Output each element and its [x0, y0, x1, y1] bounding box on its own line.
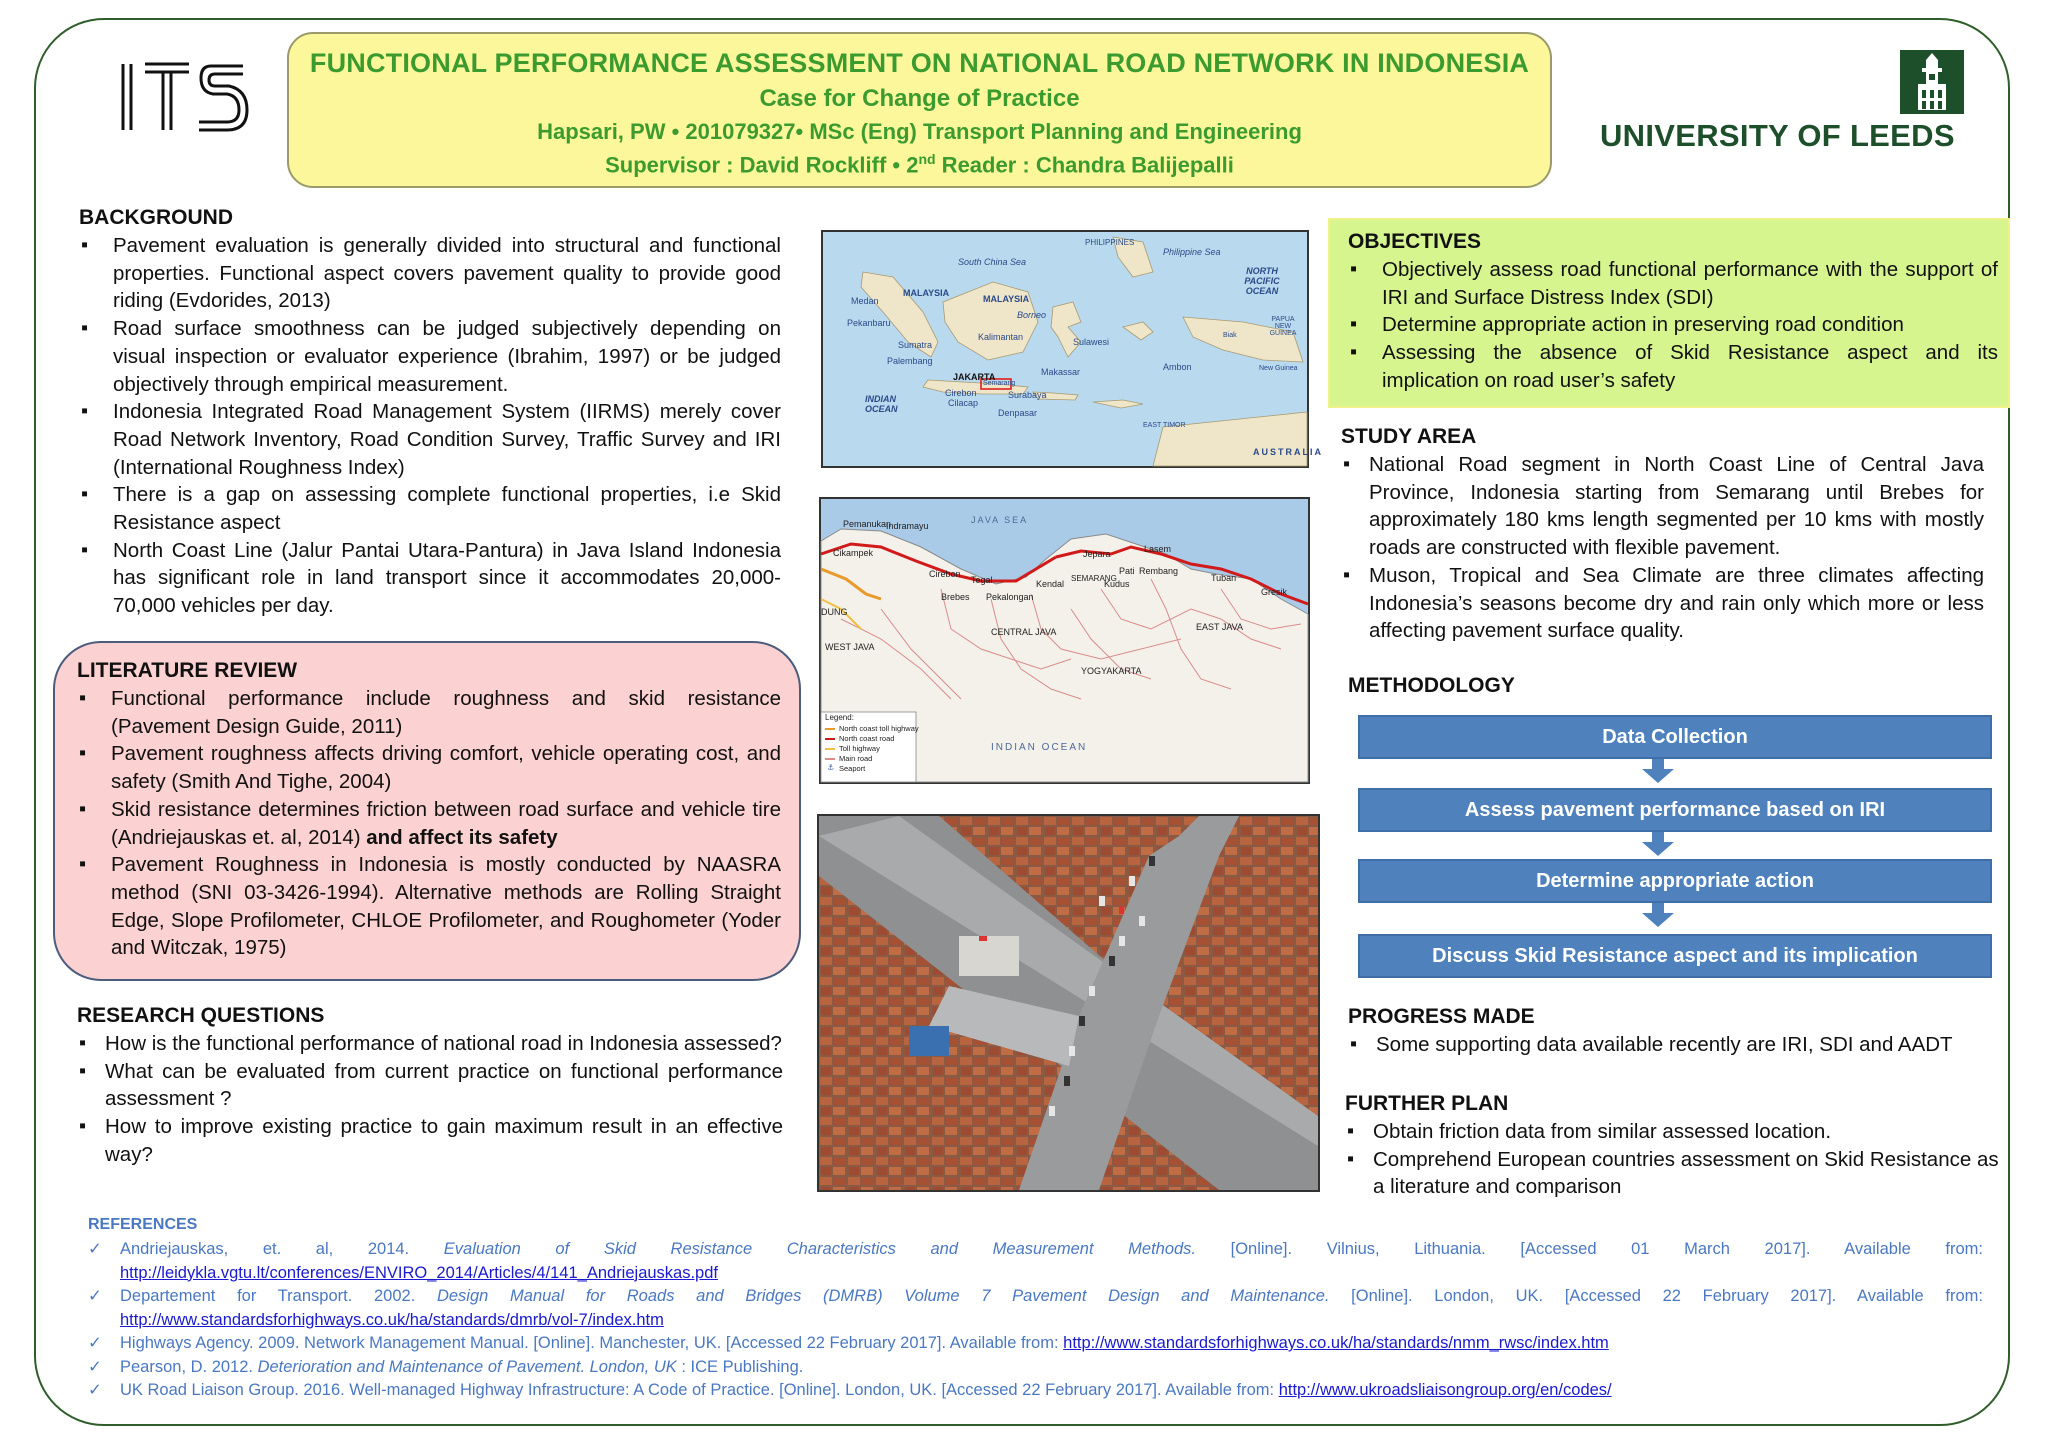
- flow-step-data-collection: Data Collection: [1358, 715, 1992, 759]
- map-label: MALAYSIA: [903, 288, 950, 298]
- map-label: AUSTRALIA: [1253, 447, 1323, 457]
- flow-step-skid: Discuss Skid Resistance aspect and its implication: [1358, 934, 1992, 978]
- map-label: WEST JAVA: [825, 642, 875, 652]
- map-label: INDIAN OCEAN: [865, 394, 898, 414]
- map-label: Pati: [1119, 566, 1135, 576]
- objectives-section: [1348, 230, 1998, 395]
- literature-review-section: [77, 659, 781, 962]
- list-item: ▪ National Road segment in North Coast Line of Central Java Province, Indonesia starting from Semarang until Brebes for approximately 180 kms length segmented per 10 kms with mostly roads are constructed with flexible pavement.: [1341, 451, 1984, 562]
- legend-item: North coast road: [839, 734, 895, 743]
- map-label: New Guinea: [1259, 365, 1298, 372]
- leeds-crest-icon: [1900, 50, 1964, 114]
- check-icon: ✓: [88, 1287, 102, 1305]
- map-label: EAST JAVA: [1196, 622, 1244, 632]
- map-label: Cikampek: [833, 548, 874, 558]
- list-item: ▪ Pavement evaluation is generally divided into structural and functional properties. Functional aspect covers pavement quality to provide good riding (Evdorides, 2013): [79, 232, 781, 315]
- legend-item: North coast toll highway: [839, 724, 919, 733]
- indonesia-map-drawing: [823, 232, 1307, 466]
- research-questions-section: [77, 1004, 783, 1169]
- methodology-section: [1348, 674, 1515, 700]
- list-item: ▪ Pavement roughness affects driving comfort, vehicle operating cost, and safety (Smith And Tighe, 2004): [77, 740, 781, 795]
- list-item: ▪ North Coast Line (Jalur Pantai Utara-Pantura) in Java Island Indonesia has significant role in land transport since it accommodates 20,000-70,000 vehicles per day.: [79, 537, 781, 620]
- list-item: ▪ How is the functional performance of national road in Indonesia assessed?: [77, 1030, 783, 1058]
- map-label: SEMARANG: [1071, 574, 1117, 583]
- map-label: YOGYAKARTA: [1081, 666, 1142, 676]
- title-banner: [287, 32, 1552, 188]
- map-label: Gresik: [1261, 587, 1288, 597]
- list-item: ▪ Functional performance include roughness and skid resistance (Pavement Design Guide, 2011): [77, 685, 781, 740]
- list-item: ▪ There is a gap on assessing complete functional properties, i.e Skid Resistance aspect: [79, 481, 781, 536]
- map-label: Brebes: [941, 592, 970, 602]
- poster-title: FUNCTIONAL PERFORMANCE ASSESSMENT ON NATIONAL ROAD NETWORK IN INDONESIA: [309, 48, 1530, 78]
- map-label: Semarang: [983, 380, 1016, 387]
- list-item: ▪ Muson, Tropical and Sea Climate are three climates affecting Indonesia’s seasons become dry and rain only which more or less affecting pavement surface quality.: [1341, 562, 1984, 645]
- background-section: [79, 206, 781, 620]
- reference-item: ✓ UK Road Liaison Group. 2016. Well-managed Highway Infrastructure: A Code of Practice. [Online]. London, UK. [Accessed 22 February 2017]. Available from: http://www.ukroadsliaisongroup.org/en/codes/: [88, 1379, 1983, 1403]
- map-label: Cilacap: [948, 398, 979, 408]
- indonesia-map: [821, 230, 1323, 468]
- map-label: Biak: [1223, 332, 1237, 339]
- list-item: ▪ Indonesia Integrated Road Management System (IIRMS) merely cover Road Network Inventory, Road Condition Survey, Traffic Survey and IRI (International Roughness Index): [79, 398, 781, 481]
- map-label: JAVA SEA: [971, 515, 1029, 525]
- map-label: Pekalongan: [986, 592, 1034, 602]
- list-item: ▪ What can be evaluated from current practice on functional performance assessment ?: [77, 1058, 783, 1113]
- anchor-icon: ⚓: [827, 763, 835, 772]
- map-label: Makassar: [1041, 367, 1081, 377]
- map-label: Philippine Sea: [1163, 247, 1221, 257]
- reference-link[interactable]: http://www.standardsforhighways.co.uk/ha/standards/nmm_rwsc/index.htm: [1063, 1334, 1609, 1352]
- map-label: DUNG: [821, 607, 848, 617]
- list-item: ▪ Objectively assess road functional performance with the support of IRI and Surface Distress Index (SDI): [1348, 256, 1998, 311]
- progress-section: [1348, 1005, 1988, 1059]
- research-questions-heading: RESEARCH QUESTIONS: [77, 1004, 325, 1027]
- list-item: ▪ Comprehend European countries assessment on Skid Resistance as a literature and comparison: [1345, 1146, 2005, 1201]
- supervisor-line: Supervisor : David Rockliff • 2nd Reader : Chandra Balijepalli: [605, 151, 1234, 178]
- legend-title: Legend:: [825, 713, 854, 722]
- map-label: Kalimantan: [978, 332, 1024, 342]
- list-item: ▪ How to improve existing practice to gain maximum result in an effective way?: [77, 1113, 783, 1168]
- check-icon: ✓: [88, 1240, 102, 1258]
- reference-link[interactable]: http://www.ukroadsliaisongroup.org/en/codes/: [1278, 1381, 1612, 1399]
- map-label: PHILIPPINES: [1085, 238, 1135, 247]
- map-label: JAKARTA: [953, 372, 996, 382]
- study-area-heading: STUDY AREA: [1341, 425, 1477, 448]
- map-label: Sumatra: [898, 340, 933, 350]
- map-label: EAST TIMOR: [1143, 422, 1186, 429]
- list-item: ▪ Assessing the absence of Skid Resistance aspect and its implication on road user’s safety: [1348, 339, 1998, 394]
- literature-heading: LITERATURE REVIEW: [77, 659, 298, 682]
- reference-link[interactable]: http://www.standardsforhighways.co.uk/ha/standards/dmrb/vol-7/index.htm: [120, 1310, 664, 1329]
- further-plan-heading: FURTHER PLAN: [1345, 1092, 1509, 1115]
- reference-link[interactable]: http://leidykla.vgtu.lt/conferences/ENVIRO_2014/Articles/4/141_Andriejauskas.pdf: [120, 1263, 718, 1282]
- background-heading: BACKGROUND: [79, 206, 233, 229]
- legend-item: Main road: [839, 754, 873, 763]
- list-item: ▪ Some supporting data available recently are IRI, SDI and AADT: [1348, 1031, 1988, 1059]
- aerial-photo-drawing: [819, 816, 1318, 1190]
- map-label: Cirebon: [945, 388, 977, 398]
- map-label: Ambon: [1163, 362, 1192, 372]
- check-icon: ✓: [88, 1334, 102, 1352]
- its-logo: [115, 58, 250, 136]
- reference-item: ✓ Departement for Transport. 2002. Design Manual for Roads and Bridges (DMRB) Volume 7 Pavement Design and Maintenance. [Online]. London, UK. [Accessed 22 February 2017]. Available from: http://www.standardsforhighways.co.uk/ha/standards/dmrb/vol-7/index.htm: [88, 1287, 1983, 1329]
- reference-item: ✓ Andriejauskas, et. al, 2014. Evaluation of Skid Resistance Characteristics and Measurement Methods. [Online]. Vilnius, Lithuania. [Accessed 01 March 2017]. Available from: http://leidykla.vgtu.lt/conferences/ENVIRO_2014/Articles/4/141_Andriejauskas.pdf: [88, 1240, 1983, 1282]
- java-road-map: [819, 497, 1310, 784]
- map-label: Kudus: [1104, 579, 1130, 589]
- map-label: Pekanbaru: [847, 318, 891, 328]
- map-label: CENTRAL JAVA: [991, 627, 1057, 637]
- map-label: Tuban: [1211, 573, 1237, 583]
- map-label: Palembang: [887, 356, 933, 366]
- references-section: [88, 1216, 1983, 1403]
- map-label: Cirebon: [929, 569, 961, 579]
- map-label: Sulawesi: [1073, 337, 1110, 347]
- map-label: Kendal: [1036, 579, 1065, 589]
- further-plan-section: [1345, 1092, 2005, 1201]
- author-line: Hapsari, PW • 201079327• MSc (Eng) Transport Planning and Engineering: [537, 119, 1302, 144]
- map-label: Jepara: [1083, 549, 1111, 559]
- map-label: NORTH PACIFIC OCEAN: [1244, 266, 1280, 296]
- check-icon: ✓: [88, 1381, 102, 1399]
- map-label: Borneo: [1017, 310, 1047, 320]
- flow-step-assess: Assess pavement performance based on IRI: [1358, 788, 1992, 832]
- map-label: Denpasar: [998, 408, 1038, 418]
- progress-heading: PROGRESS MADE: [1348, 1005, 1535, 1028]
- aerial-road-photo: [817, 814, 1320, 1192]
- legend-item: Toll highway: [839, 744, 880, 753]
- map-label: Medan: [851, 296, 879, 306]
- flow-step-action: Determine appropriate action: [1358, 859, 1992, 903]
- map-label: INDIAN OCEAN: [991, 742, 1088, 753]
- list-item: ▪ Obtain friction data from similar assessed location.: [1345, 1118, 2005, 1146]
- methodology-heading: METHODOLOGY: [1348, 674, 1515, 697]
- map-label: Indramayu: [886, 521, 929, 531]
- map-label: Surabaya: [1008, 390, 1047, 400]
- reference-item: ✓ Pearson, D. 2012. Deterioration and Maintenance of Pavement. London, UK : ICE Publishing.: [88, 1356, 1983, 1380]
- university-name: UNIVERSITY OF LEEDS: [1600, 118, 1955, 153]
- list-item: ▪ Road surface smoothness can be judged subjectively depending on visual inspection or evaluator experience (Ibrahim, 1997) or be judged objectively through empirical measurement.: [79, 315, 781, 398]
- list-item: ▪ Pavement Roughness in Indonesia is mostly conducted by NAASRA method (SNI 03-3426-1994). Alternative methods are Rolling Straight Edge, Slope Profilometer, CHLOE Profilometer, and Roughometer (Yoder and Witczak, 1975): [77, 851, 781, 962]
- map-label: Rembang: [1139, 566, 1179, 576]
- references-heading: REFERENCES: [88, 1216, 198, 1233]
- study-area-section: [1341, 425, 1984, 645]
- map-label: PAPUA NEW GUINEA: [1269, 316, 1297, 337]
- map-label: South China Sea: [958, 257, 1027, 267]
- check-icon: ✓: [88, 1357, 102, 1376]
- list-item: ▪ Skid resistance determines friction between road surface and vehicle tire (Andriejauskas et. al, 2014) and affect its safety: [77, 796, 781, 851]
- poster-subtitle: Case for Change of Practice: [759, 85, 1080, 112]
- map-label: Lasem: [1144, 544, 1172, 554]
- map-label: Tegal: [971, 575, 993, 585]
- reference-item: ✓ Highways Agency. 2009. Network Management Manual. [Online]. Manchester, UK. [Accessed 22 February 2017]. Available from: http://www.standardsforhighways.co.uk/ha/standards/nmm_rwsc/index.htm: [88, 1332, 1983, 1356]
- map-label: MALAYSIA: [983, 294, 1030, 304]
- legend-item: Seaport: [839, 764, 866, 773]
- map-label: Pemanukan: [843, 519, 892, 529]
- objectives-heading: OBJECTIVES: [1348, 230, 1482, 253]
- list-item: ▪ Determine appropriate action in preserving road condition: [1348, 311, 1998, 339]
